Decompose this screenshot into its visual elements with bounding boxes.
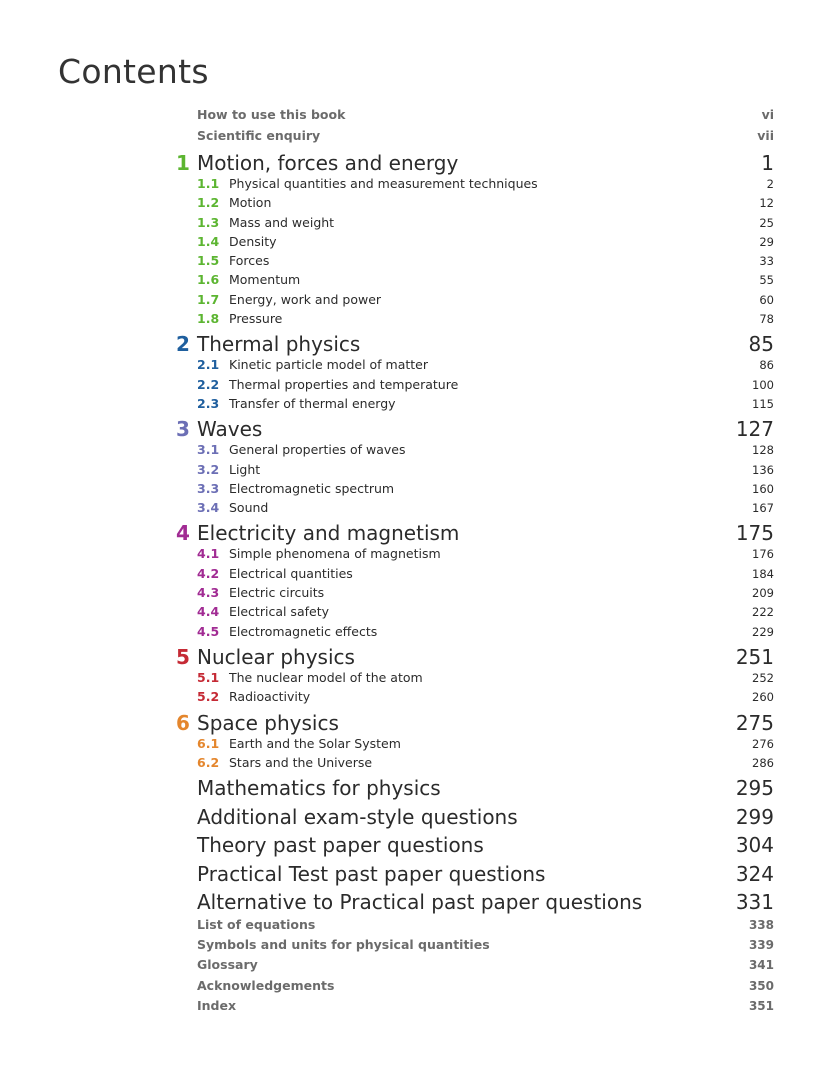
back-title: Symbols and units for physical quantities bbox=[197, 936, 490, 952]
section-title: Light bbox=[229, 461, 261, 477]
section-entry[interactable] bbox=[176, 272, 774, 291]
section-page: 184 bbox=[752, 566, 774, 581]
section-page: 176 bbox=[752, 547, 774, 562]
section-entry[interactable] bbox=[176, 215, 774, 234]
extra-page: 331 bbox=[735, 890, 774, 915]
section-number: 3.4 bbox=[197, 500, 220, 516]
section-entry[interactable] bbox=[176, 176, 774, 195]
section-page: 128 bbox=[752, 443, 774, 458]
section-title: Stars and the Universe bbox=[229, 754, 373, 770]
section-title: General properties of waves bbox=[229, 442, 406, 458]
section-title: Energy, work and power bbox=[229, 291, 382, 307]
extra-title: Mathematics for physics bbox=[197, 776, 441, 801]
section-entry[interactable] bbox=[176, 566, 774, 585]
chapter-page: 127 bbox=[735, 417, 774, 442]
chapter-title: Thermal physics bbox=[197, 332, 361, 357]
section-number: 4.3 bbox=[197, 585, 220, 601]
section-number: 5.1 bbox=[197, 669, 220, 685]
section-number: 5.2 bbox=[197, 689, 220, 705]
section-page: 167 bbox=[752, 501, 774, 516]
section-entry[interactable] bbox=[176, 357, 774, 376]
section-number: 3.1 bbox=[197, 442, 220, 458]
chapter-heading[interactable] bbox=[176, 331, 774, 357]
extra-entry[interactable] bbox=[176, 888, 774, 917]
section-number: 4.1 bbox=[197, 546, 220, 562]
extra-entry[interactable] bbox=[176, 774, 774, 803]
section-title: Electrical safety bbox=[229, 604, 329, 620]
page-title: Contents bbox=[58, 52, 209, 91]
entry-page: vi bbox=[761, 107, 774, 122]
extra-entry[interactable] bbox=[176, 860, 774, 889]
chapter-number: 3 bbox=[176, 417, 190, 442]
chapter-number: 1 bbox=[176, 151, 190, 175]
section-entry[interactable] bbox=[176, 736, 774, 755]
back-matter-entry[interactable] bbox=[176, 937, 774, 957]
chapter-heading[interactable] bbox=[176, 644, 774, 670]
section-number: 3.2 bbox=[197, 461, 220, 477]
section-number: 4.4 bbox=[197, 604, 220, 620]
section-title: Mass and weight bbox=[229, 214, 335, 230]
section-title: Electromagnetic spectrum bbox=[229, 480, 395, 496]
table-of-contents bbox=[176, 107, 774, 1018]
section-title: Radioactivity bbox=[229, 689, 311, 705]
back-matter-entry[interactable] bbox=[176, 978, 774, 998]
section-number: 1.4 bbox=[197, 233, 220, 249]
section-page: 29 bbox=[759, 234, 774, 249]
entry-title: Scientific enquiry bbox=[197, 128, 321, 143]
back-page: 350 bbox=[748, 978, 774, 993]
back-title: Index bbox=[197, 997, 237, 1013]
section-number: 1.8 bbox=[197, 311, 220, 327]
section-page: 222 bbox=[752, 605, 774, 620]
section-entry[interactable] bbox=[176, 624, 774, 643]
section-entry[interactable] bbox=[176, 396, 774, 415]
extra-title: Practical Test past paper questions bbox=[197, 861, 546, 886]
chapter-number: 6 bbox=[176, 710, 190, 735]
section-number: 4.2 bbox=[197, 565, 220, 581]
section-title: Forces bbox=[229, 253, 270, 269]
extra-entry[interactable] bbox=[176, 803, 774, 832]
extra-page: 324 bbox=[735, 861, 774, 886]
chapter-page: 85 bbox=[748, 332, 774, 357]
chapter-title: Space physics bbox=[197, 710, 339, 735]
section-number: 2.1 bbox=[197, 357, 220, 373]
section-number: 6.1 bbox=[197, 735, 220, 751]
chapter-heading[interactable] bbox=[176, 416, 774, 442]
back-page: 351 bbox=[748, 998, 774, 1013]
section-number: 6.2 bbox=[197, 754, 220, 770]
section-title: Transfer of thermal energy bbox=[229, 395, 396, 411]
extra-page: 295 bbox=[735, 776, 774, 801]
section-title: Sound bbox=[229, 500, 269, 516]
section-number: 2.3 bbox=[197, 395, 220, 411]
section-title: Electrical quantities bbox=[229, 565, 353, 581]
section-entry[interactable] bbox=[176, 442, 774, 461]
chapter-page: 1 bbox=[761, 151, 774, 175]
back-page: 341 bbox=[748, 958, 774, 973]
chapter-title: Nuclear physics bbox=[197, 644, 355, 669]
section-title: Density bbox=[229, 233, 277, 249]
section-entry[interactable] bbox=[176, 500, 774, 519]
section-title: Thermal properties and temperature bbox=[229, 376, 459, 392]
section-entry[interactable] bbox=[176, 462, 774, 481]
chapter-heading[interactable] bbox=[176, 520, 774, 546]
section-title: Earth and the Solar System bbox=[229, 735, 401, 751]
back-title: List of equations bbox=[197, 916, 316, 932]
section-page: 115 bbox=[752, 396, 774, 411]
chapter-title: Electricity and magnetism bbox=[197, 521, 460, 546]
section-page: 33 bbox=[759, 254, 774, 269]
back-matter-entry[interactable] bbox=[176, 917, 774, 937]
section-page: 78 bbox=[759, 312, 774, 327]
section-entry[interactable] bbox=[176, 755, 774, 774]
section-title: Simple phenomena of magnetism bbox=[229, 546, 441, 562]
section-page: 276 bbox=[752, 736, 774, 751]
section-entry[interactable] bbox=[176, 481, 774, 500]
section-page: 160 bbox=[752, 481, 774, 496]
section-page: 286 bbox=[752, 755, 774, 770]
section-number: 1.5 bbox=[197, 253, 220, 269]
extra-title: Theory past paper questions bbox=[197, 833, 484, 858]
section-entry[interactable] bbox=[176, 311, 774, 330]
section-page: 86 bbox=[759, 358, 774, 373]
section-page: 136 bbox=[752, 462, 774, 477]
back-matter-entry[interactable] bbox=[176, 998, 774, 1018]
section-entry[interactable] bbox=[176, 670, 774, 689]
section-title: Physical quantities and measurement techniques bbox=[229, 176, 538, 191]
chapter-title: Waves bbox=[197, 417, 263, 442]
section-entry[interactable] bbox=[176, 234, 774, 253]
section-page: 12 bbox=[759, 196, 774, 211]
chapter-page: 275 bbox=[735, 710, 774, 735]
section-number: 1.3 bbox=[197, 214, 220, 230]
chapter-heading[interactable] bbox=[176, 150, 774, 176]
section-number: 2.2 bbox=[197, 376, 220, 392]
section-title: Motion bbox=[229, 195, 272, 211]
section-title: Kinetic particle model of matter bbox=[229, 357, 429, 373]
section-title: Electromagnetic effects bbox=[229, 623, 378, 639]
section-number: 4.5 bbox=[197, 623, 220, 639]
section-entry[interactable] bbox=[176, 253, 774, 272]
back-page: 338 bbox=[748, 917, 774, 932]
toc-entry-front[interactable] bbox=[176, 107, 774, 128]
section-entry[interactable] bbox=[176, 546, 774, 565]
chapter-page: 251 bbox=[735, 644, 774, 669]
section-number: 3.3 bbox=[197, 480, 220, 496]
extra-page: 304 bbox=[735, 833, 774, 858]
back-title: Glossary bbox=[197, 957, 258, 973]
section-number: 1.7 bbox=[197, 291, 220, 307]
section-page: 25 bbox=[759, 215, 774, 230]
chapter-number: 2 bbox=[176, 332, 190, 357]
section-title: Electric circuits bbox=[229, 585, 325, 601]
section-title: The nuclear model of the atom bbox=[229, 669, 423, 685]
back-matter-entry[interactable] bbox=[176, 957, 774, 977]
extra-page: 299 bbox=[735, 804, 774, 829]
section-entry[interactable] bbox=[176, 604, 774, 623]
toc-entry-front[interactable] bbox=[176, 128, 774, 149]
section-page: 55 bbox=[759, 273, 774, 288]
section-number: 1.2 bbox=[197, 195, 220, 211]
section-page: 2 bbox=[766, 177, 774, 191]
section-page: 229 bbox=[752, 624, 774, 639]
entry-title: How to use this book bbox=[197, 107, 346, 122]
back-page: 339 bbox=[748, 937, 774, 952]
section-title: Momentum bbox=[229, 272, 301, 288]
extra-title: Additional exam-style questions bbox=[197, 804, 518, 829]
chapter-number: 4 bbox=[176, 521, 190, 546]
section-entry[interactable] bbox=[176, 585, 774, 604]
section-page: 60 bbox=[759, 292, 774, 307]
section-page: 100 bbox=[752, 377, 774, 392]
entry-page: vii bbox=[757, 128, 774, 143]
chapter-number: 5 bbox=[176, 644, 190, 669]
section-page: 260 bbox=[752, 690, 774, 705]
section-title: Pressure bbox=[229, 311, 283, 327]
section-page: 209 bbox=[752, 586, 774, 601]
section-entry[interactable] bbox=[176, 292, 774, 311]
extra-title: Alternative to Practical past paper questions bbox=[197, 890, 643, 915]
chapter-heading[interactable] bbox=[176, 710, 774, 736]
chapter-page: 175 bbox=[735, 521, 774, 546]
section-number: 1.1 bbox=[197, 176, 220, 191]
section-entry[interactable] bbox=[176, 689, 774, 708]
section-number: 1.6 bbox=[197, 272, 220, 288]
back-title: Acknowledgements bbox=[197, 977, 335, 993]
chapter-title: Motion, forces and energy bbox=[197, 151, 459, 175]
section-entry[interactable] bbox=[176, 195, 774, 214]
section-page: 252 bbox=[752, 670, 774, 685]
extra-entry[interactable] bbox=[176, 831, 774, 860]
section-entry[interactable] bbox=[176, 377, 774, 396]
